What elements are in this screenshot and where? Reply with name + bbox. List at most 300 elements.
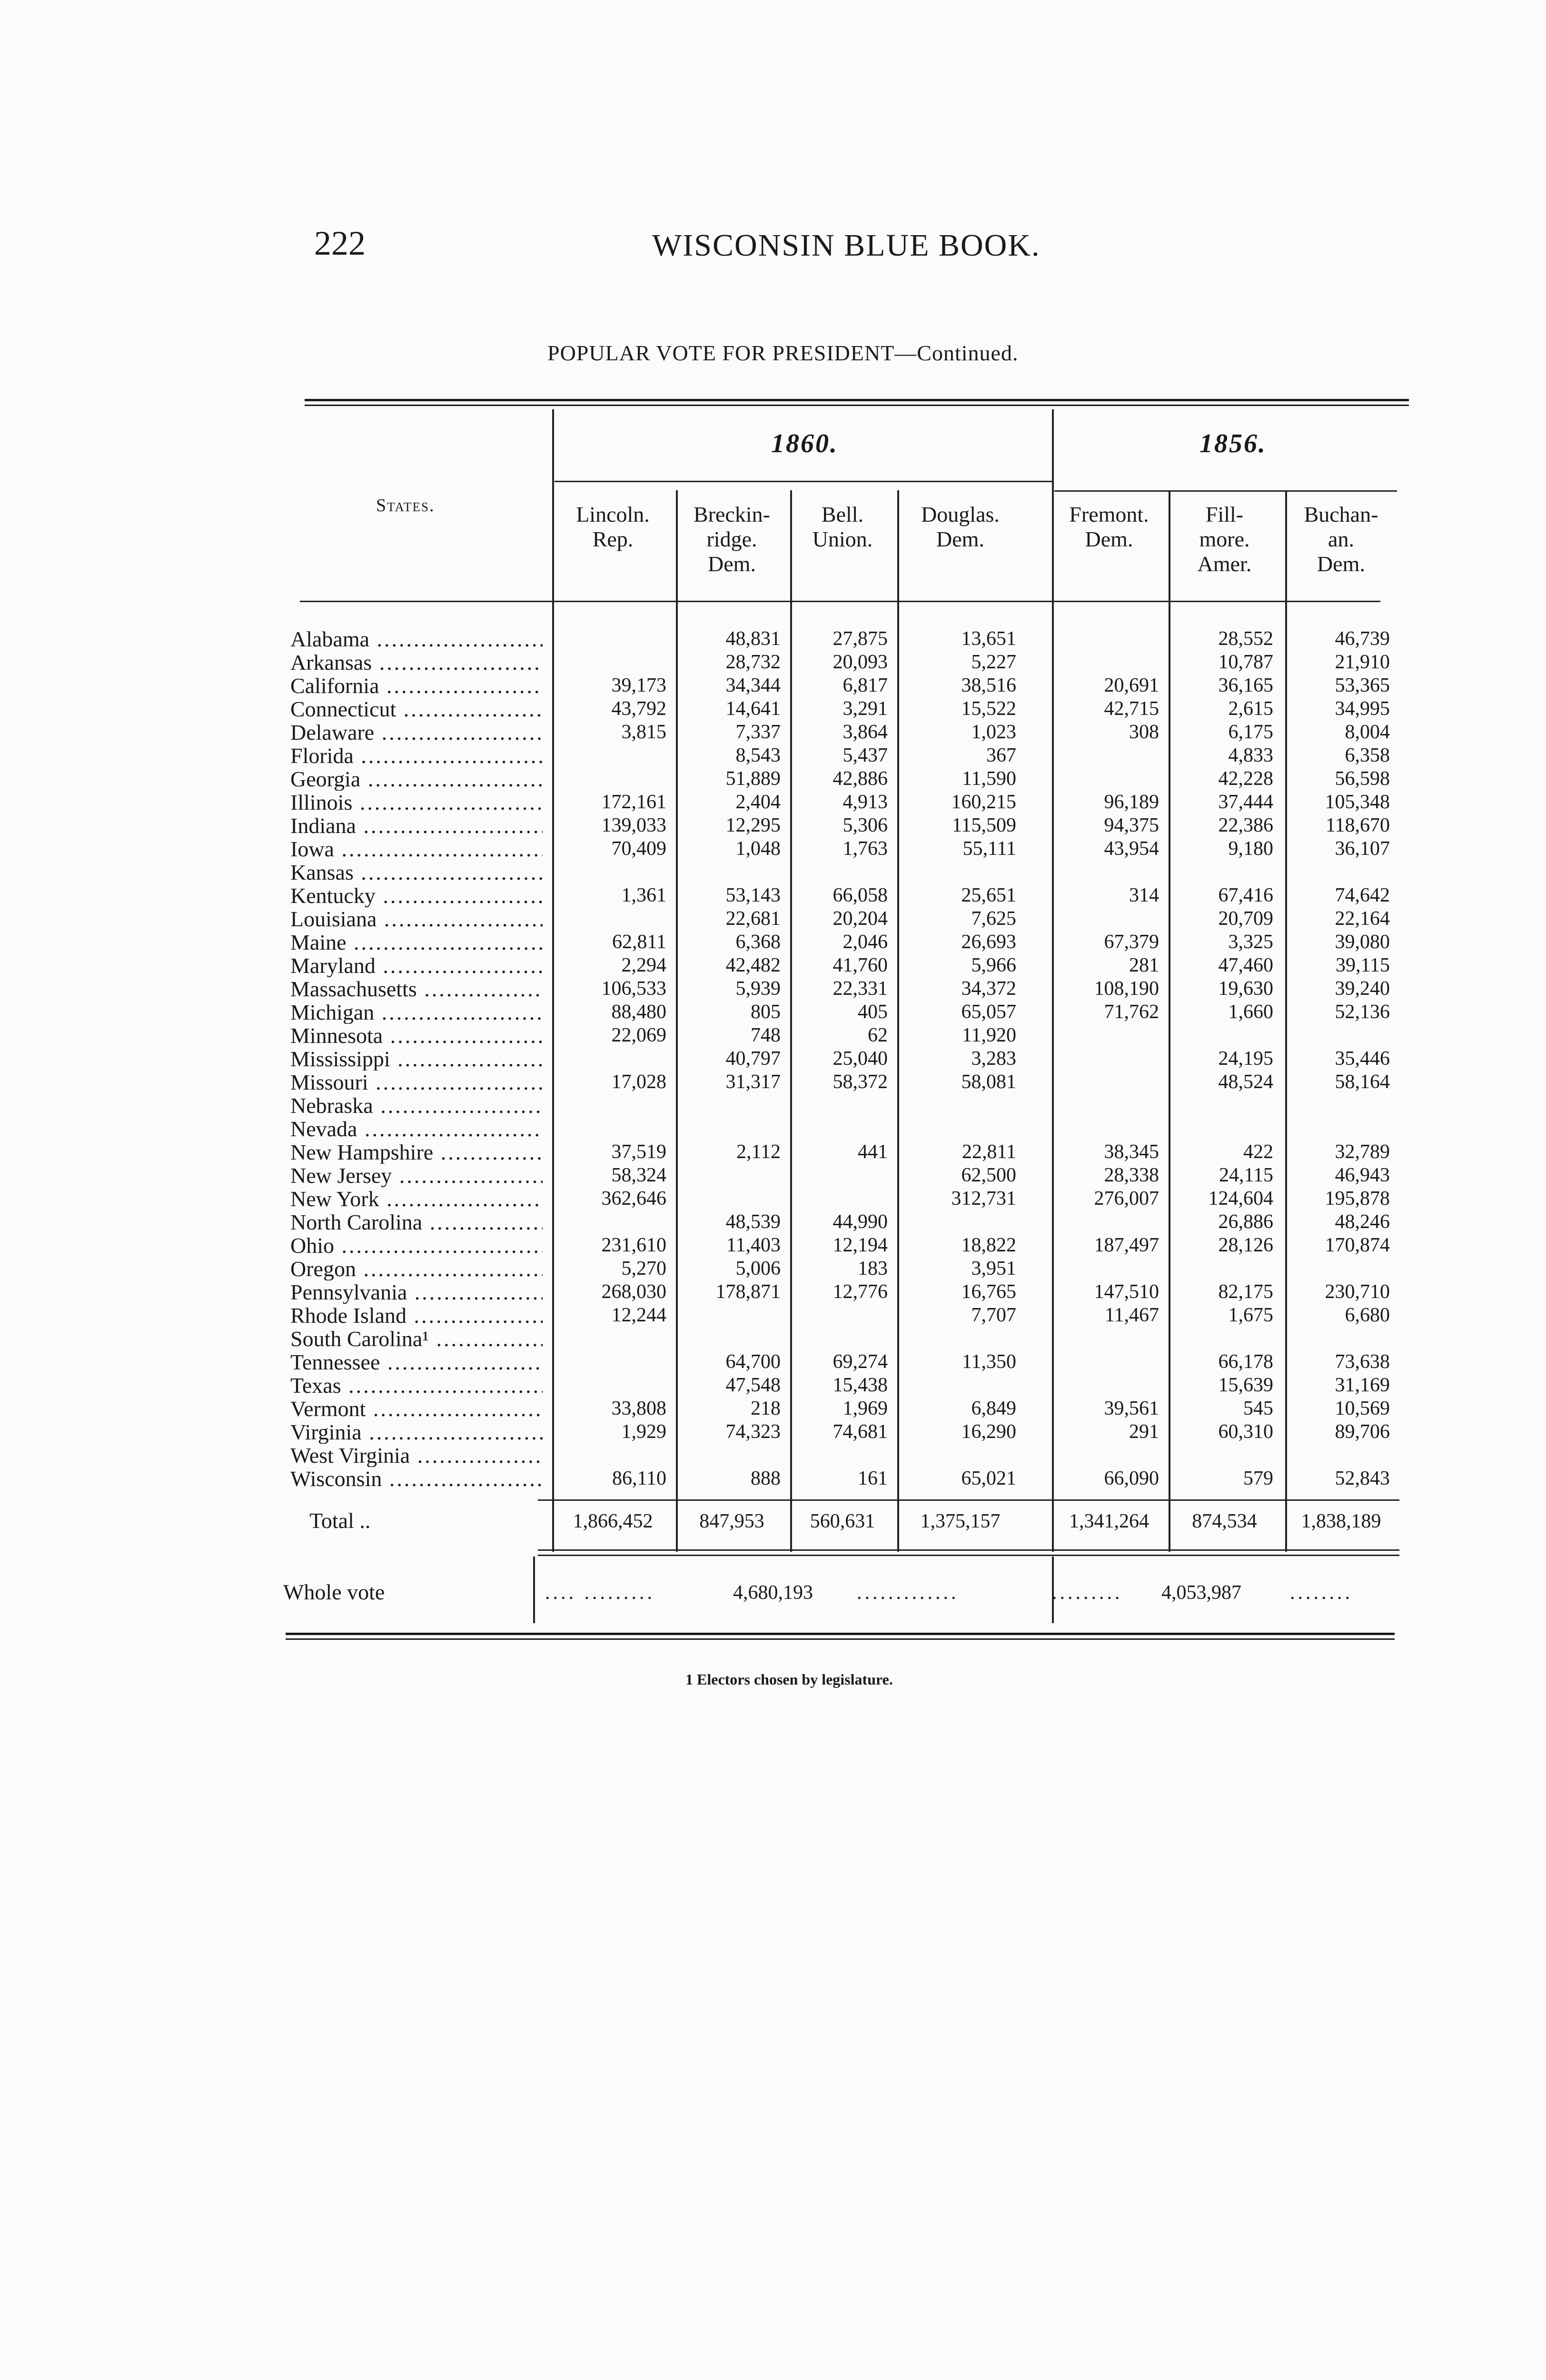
vote-cell: 42,482: [725, 954, 781, 976]
vote-cell: 6,175: [1228, 721, 1273, 743]
whole-vote-leader-4: ........: [1290, 1582, 1353, 1604]
vote-cell: 105,348: [1325, 791, 1390, 813]
vote-cell: 22,164: [1335, 908, 1390, 930]
vote-cell: 38,345: [1104, 1141, 1159, 1163]
table-row: [0, 884, 1546, 907]
state-name: Nevada .....: [290, 1117, 543, 1140]
vote-cell: 2,615: [1228, 698, 1273, 720]
state-name: Texas .....: [290, 1374, 543, 1397]
state-name: Louisiana .....: [290, 907, 543, 931]
divider-under-1860: [555, 481, 1052, 482]
table-row: [0, 1001, 1546, 1024]
vote-cell: 56,598: [1335, 768, 1390, 790]
vote-cell: 441: [858, 1141, 888, 1163]
vote-cell: 66,090: [1104, 1468, 1159, 1489]
table-row: [0, 1047, 1546, 1071]
vote-cell: 36,165: [1218, 674, 1273, 696]
vote-cell: 21,910: [1335, 651, 1390, 673]
table-row: [0, 1187, 1546, 1210]
vote-cell: 52,843: [1335, 1468, 1390, 1489]
vote-cell: 147,510: [1094, 1281, 1159, 1303]
vote-cell: 124,604: [1208, 1188, 1273, 1210]
vote-cell: 47,548: [725, 1374, 781, 1396]
vote-cell: 74,642: [1335, 884, 1390, 906]
vote-cell: 8,004: [1345, 721, 1390, 743]
vote-cell: 178,871: [715, 1281, 781, 1303]
table-title: POPULAR VOTE FOR PRESIDENT—Continued.: [547, 341, 1019, 365]
vote-cell: 11,467: [1105, 1304, 1159, 1326]
state-name: Rhode Island .....: [290, 1304, 543, 1327]
table-row: [0, 1234, 1546, 1257]
vote-cell: 89,706: [1335, 1421, 1390, 1443]
vote-cell: 3,864: [842, 721, 888, 743]
vote-cell: 3,291: [842, 698, 888, 720]
state-name: Ohio .....: [290, 1234, 543, 1257]
vote-cell: 1,361: [621, 884, 666, 906]
vote-cell: 314: [1129, 884, 1159, 906]
vote-cell: 66,178: [1218, 1351, 1273, 1373]
vote-cell: 38,516: [961, 674, 1016, 696]
vote-cell: 60,310: [1218, 1421, 1273, 1443]
vote-cell: 1,929: [621, 1421, 666, 1443]
vote-cell: 22,386: [1218, 814, 1273, 836]
vote-cell: 218: [751, 1398, 781, 1419]
state-name: Michigan .....: [290, 1001, 543, 1024]
whole-vote-leader-1: .... .........: [545, 1582, 655, 1604]
vote-cell: 25,651: [961, 884, 1016, 906]
state-name: Virginia .....: [290, 1420, 543, 1444]
vote-cell: 579: [1243, 1468, 1273, 1489]
vote-cell: 11,920: [962, 1024, 1016, 1046]
vote-cell: 139,033: [601, 814, 666, 836]
vote-cell: 19,630: [1218, 978, 1273, 1000]
state-name: Minnesota .....: [290, 1024, 543, 1047]
vote-cell: 39,240: [1335, 978, 1390, 1000]
vote-cell: 2,046: [842, 931, 888, 953]
total-cell: 1,341,264: [1069, 1510, 1149, 1532]
vote-cell: 67,416: [1218, 884, 1273, 906]
vote-cell: 27,875: [832, 628, 888, 650]
vote-cell: 13,651: [961, 628, 1016, 650]
vote-cell: 43,954: [1104, 838, 1159, 860]
vote-cell: 69,274: [832, 1351, 888, 1373]
table-row: [0, 861, 1546, 884]
vote-cell: 39,561: [1104, 1398, 1159, 1419]
column-header-4: Fremont. Dem.: [1069, 502, 1149, 551]
vote-cell: 16,290: [961, 1421, 1016, 1443]
table-row: [0, 791, 1546, 814]
vote-cell: 12,295: [725, 814, 781, 836]
table-row: [0, 1304, 1546, 1327]
vote-cell: 42,886: [832, 768, 888, 790]
state-name: New York .....: [290, 1187, 543, 1210]
table-row: [0, 1164, 1546, 1187]
table-row: [0, 1420, 1546, 1444]
table-row: [0, 1210, 1546, 1234]
vote-cell: 12,244: [611, 1304, 666, 1326]
vote-cell: 22,331: [832, 978, 888, 1000]
vote-cell: 5,270: [621, 1258, 666, 1279]
vote-cell: 3,815: [621, 721, 666, 743]
vote-cell: 5,227: [971, 651, 1016, 673]
divider-under-1856: [1054, 490, 1397, 492]
vote-cell: 6,358: [1345, 744, 1390, 766]
divider-under-headers: [300, 601, 1380, 602]
vote-cell: 55,111: [962, 838, 1016, 860]
vote-cell: 4,913: [842, 791, 888, 813]
state-name: North Carolina .....: [290, 1210, 543, 1234]
vote-cell: 7,337: [735, 721, 781, 743]
table-row: [0, 954, 1546, 977]
vote-cell: 28,732: [725, 651, 781, 673]
vote-cell: 1,660: [1228, 1001, 1273, 1023]
vote-cell: 58,081: [961, 1071, 1016, 1093]
vote-cell: 48,524: [1218, 1071, 1273, 1093]
column-header-5: Fill- more. Amer.: [1197, 502, 1252, 576]
vote-cell: 108,190: [1094, 978, 1159, 1000]
vote-cell: 1,023: [971, 721, 1016, 743]
vote-cell: 67,379: [1104, 931, 1159, 953]
state-name: New Hampshire .....: [290, 1140, 543, 1164]
vote-cell: 88,480: [611, 1001, 666, 1023]
state-name: Wisconsin .....: [290, 1467, 543, 1490]
footnote: 1 Electors chosen by legislature.: [685, 1671, 893, 1688]
whole-vote-leader-2: .............: [857, 1582, 959, 1604]
table-row: [0, 1350, 1546, 1374]
vote-cell: 44,990: [832, 1211, 888, 1233]
vote-cell: 22,811: [962, 1141, 1016, 1163]
vote-cell: 20,204: [832, 908, 888, 930]
vote-cell: 62,500: [961, 1164, 1016, 1186]
state-name: Maryland .....: [290, 954, 543, 977]
table-row: [0, 627, 1546, 651]
vote-cell: 34,344: [725, 674, 781, 696]
total-rule-bottom-2: [538, 1555, 1399, 1556]
vote-cell: 32,789: [1335, 1141, 1390, 1163]
table-row: [0, 1140, 1546, 1164]
vote-cell: 161: [858, 1468, 888, 1489]
state-name: Indiana .....: [290, 814, 543, 837]
vote-cell: 20,093: [832, 651, 888, 673]
table-row: [0, 1444, 1546, 1467]
vote-cell: 64,700: [725, 1351, 781, 1373]
vote-cell: 7,707: [971, 1304, 1016, 1326]
vote-cell: 1,048: [735, 838, 781, 860]
whole-vote-divider: [533, 1557, 535, 1623]
vote-cell: 86,110: [612, 1468, 666, 1489]
vote-cell: 6,368: [735, 931, 781, 953]
state-name: Illinois .....: [290, 791, 543, 814]
vote-cell: 195,878: [1325, 1188, 1390, 1210]
vote-cell: 28,552: [1218, 628, 1273, 650]
vote-cell: 15,639: [1218, 1374, 1273, 1396]
column-header-0: Lincoln. Rep.: [576, 502, 650, 551]
vote-cell: 17,028: [611, 1071, 666, 1093]
state-name: Florida .....: [290, 744, 543, 767]
state-name: Iowa .....: [290, 837, 543, 861]
table-row: [0, 721, 1546, 744]
vote-cell: 39,173: [611, 674, 666, 696]
vote-cell: 888: [751, 1468, 781, 1489]
vote-cell: 22,681: [725, 908, 781, 930]
vote-cell: 160,215: [951, 791, 1016, 813]
state-name: California .....: [290, 674, 543, 697]
table-row: [0, 651, 1546, 674]
state-name: South Carolina¹ .....: [290, 1327, 543, 1350]
whole-vote-1856: 4,053,987: [1161, 1582, 1241, 1604]
total-rule-top: [538, 1499, 1399, 1501]
top-rule-2: [305, 405, 1409, 406]
vote-cell: 39,115: [1336, 954, 1390, 976]
page-number: 222: [314, 224, 366, 262]
vote-cell: 1,763: [842, 838, 888, 860]
vote-cell: 43,792: [611, 698, 666, 720]
vote-cell: 42,715: [1104, 698, 1159, 720]
vote-cell: 367: [986, 744, 1016, 766]
table-row: [0, 1117, 1546, 1140]
vote-cell: 34,372: [961, 978, 1016, 1000]
vote-cell: 11,590: [962, 768, 1016, 790]
vote-cell: 362,646: [601, 1188, 666, 1210]
vote-cell: 6,680: [1345, 1304, 1390, 1326]
top-rule: [305, 399, 1409, 401]
state-name: New Jersey .....: [290, 1164, 543, 1187]
total-rule-bottom: [538, 1549, 1399, 1551]
vote-cell: 4,833: [1228, 744, 1273, 766]
vote-cell: 172,161: [601, 791, 666, 813]
vote-cell: 5,437: [842, 744, 888, 766]
vote-cell: 1,969: [842, 1398, 888, 1419]
table-row: [0, 767, 1546, 791]
vote-cell: 24,195: [1218, 1048, 1273, 1070]
state-name: Delaware .....: [290, 721, 543, 744]
state-name: Tennessee .....: [290, 1350, 543, 1374]
vote-cell: 5,306: [842, 814, 888, 836]
vote-cell: 20,709: [1218, 908, 1273, 930]
total-cell: 874,534: [1192, 1510, 1257, 1532]
vote-cell: 308: [1129, 721, 1159, 743]
vote-cell: 65,021: [961, 1468, 1016, 1489]
bottom-rule: [286, 1633, 1395, 1635]
column-header-2: Bell. Union.: [812, 502, 873, 551]
state-name: Kansas .....: [290, 861, 543, 884]
vote-cell: 58,164: [1335, 1071, 1390, 1093]
column-header-1: Breckin- ridge. Dem.: [694, 502, 770, 576]
vote-cell: 3,283: [971, 1048, 1016, 1070]
vote-cell: 231,610: [601, 1234, 666, 1256]
vote-cell: 11,350: [962, 1351, 1016, 1373]
whole-vote-label: Whole vote: [283, 1580, 385, 1604]
vote-cell: 15,522: [961, 698, 1016, 720]
vote-cell: 37,519: [611, 1141, 666, 1163]
vote-cell: 62,811: [612, 931, 666, 953]
vote-cell: 545: [1243, 1398, 1273, 1419]
vote-cell: 2,294: [621, 954, 666, 976]
vote-cell: 20,691: [1104, 674, 1159, 696]
vote-cell: 31,317: [725, 1071, 781, 1093]
vote-cell: 42,228: [1218, 768, 1273, 790]
state-name: Massachusetts .....: [290, 977, 543, 1001]
table-row: [0, 1467, 1546, 1490]
vote-cell: 94,375: [1104, 814, 1159, 836]
vote-cell: 26,886: [1218, 1211, 1273, 1233]
vote-cell: 11,403: [726, 1234, 781, 1256]
vote-cell: 14,641: [725, 698, 781, 720]
vote-cell: 28,126: [1218, 1234, 1273, 1256]
vote-cell: 48,539: [725, 1211, 781, 1233]
running-header: WISCONSIN BLUE BOOK.: [652, 228, 1041, 263]
table-row: [0, 1024, 1546, 1047]
vote-cell: 58,324: [611, 1164, 666, 1186]
vote-cell: 18,822: [961, 1234, 1016, 1256]
table-row: [0, 907, 1546, 931]
table-row: [0, 1374, 1546, 1397]
state-name: West Virginia .....: [290, 1444, 543, 1467]
vote-cell: 106,533: [601, 978, 666, 1000]
total-cell: 1,375,157: [920, 1510, 1001, 1532]
vote-cell: 96,189: [1104, 791, 1159, 813]
vote-cell: 15,438: [832, 1374, 888, 1396]
column-header-3: Douglas. Dem.: [921, 502, 1000, 551]
vote-cell: 8,543: [735, 744, 781, 766]
vote-cell: 25,040: [832, 1048, 888, 1070]
column-header-6: Buchan- an. Dem.: [1304, 502, 1378, 576]
vote-cell: 74,681: [832, 1421, 888, 1443]
vote-cell: 47,460: [1218, 954, 1273, 976]
bottom-rule-2: [286, 1638, 1395, 1640]
vote-cell: 73,638: [1335, 1351, 1390, 1373]
vote-cell: 52,136: [1335, 1001, 1390, 1023]
year-1860-heading: 1860.: [771, 429, 838, 458]
vote-cell: 74,323: [725, 1421, 781, 1443]
vote-cell: 115,509: [952, 814, 1016, 836]
table-row: [0, 1327, 1546, 1350]
total-cell: 1,838,189: [1301, 1510, 1381, 1532]
vote-cell: 312,731: [951, 1188, 1016, 1210]
vote-cell: 51,889: [725, 768, 781, 790]
state-name: Alabama .....: [290, 627, 543, 651]
vote-cell: 62: [868, 1024, 888, 1046]
vote-cell: 33,808: [611, 1398, 666, 1419]
state-name: Mississippi .....: [290, 1047, 543, 1071]
vote-cell: 9,180: [1228, 838, 1273, 860]
vote-cell: 16,765: [961, 1281, 1016, 1303]
vote-cell: 230,710: [1325, 1281, 1390, 1303]
vote-cell: 10,787: [1218, 651, 1273, 673]
vote-cell: 6,817: [842, 674, 888, 696]
state-name: Georgia .....: [290, 767, 543, 791]
table-row: [0, 1280, 1546, 1304]
vote-cell: 40,797: [725, 1048, 781, 1070]
vote-cell: 3,951: [971, 1258, 1016, 1279]
table-row: [0, 1397, 1546, 1420]
vote-cell: 5,939: [735, 978, 781, 1000]
vote-cell: 183: [858, 1258, 888, 1279]
vote-cell: 28,338: [1104, 1164, 1159, 1186]
total-cell: 560,631: [810, 1510, 875, 1532]
vote-cell: 748: [751, 1024, 781, 1046]
vote-cell: 22,069: [611, 1024, 666, 1046]
vote-cell: 268,030: [601, 1281, 666, 1303]
vote-cell: 281: [1129, 954, 1159, 976]
vote-cell: 422: [1243, 1141, 1273, 1163]
vote-cell: 82,175: [1218, 1281, 1273, 1303]
vote-cell: 36,107: [1335, 838, 1390, 860]
vote-cell: 48,831: [725, 628, 781, 650]
table-row: [0, 1094, 1546, 1117]
table-row: [0, 744, 1546, 767]
state-name: Missouri .....: [290, 1071, 543, 1094]
state-name: Arkansas .....: [290, 651, 543, 674]
year-1856-heading: 1856.: [1199, 429, 1267, 458]
table-row: [0, 697, 1546, 721]
vote-cell: 805: [751, 1001, 781, 1023]
total-label: Total ..: [309, 1508, 371, 1533]
vote-cell: 35,446: [1335, 1048, 1390, 1070]
vote-cell: 53,143: [725, 884, 781, 906]
vote-cell: 5,966: [971, 954, 1016, 976]
table-row: [0, 674, 1546, 697]
vote-cell: 34,995: [1335, 698, 1390, 720]
vote-cell: 37,444: [1218, 791, 1273, 813]
vote-cell: 187,497: [1094, 1234, 1159, 1256]
vote-cell: 2,404: [735, 791, 781, 813]
vote-cell: 291: [1129, 1421, 1159, 1443]
state-name: Kentucky .....: [290, 884, 543, 907]
total-cell: 1,866,452: [573, 1510, 653, 1532]
vote-cell: 41,760: [832, 954, 888, 976]
vote-cell: 5,006: [735, 1258, 781, 1279]
vote-cell: 46,739: [1335, 628, 1390, 650]
vote-cell: 3,325: [1228, 931, 1273, 953]
vote-cell: 58,372: [832, 1071, 888, 1093]
vote-cell: 66,058: [832, 884, 888, 906]
state-name: Maine .....: [290, 931, 543, 954]
vote-cell: 6,849: [971, 1398, 1016, 1419]
table-row: [0, 931, 1546, 954]
table-row: [0, 837, 1546, 861]
table-row: [0, 1257, 1546, 1280]
vote-cell: 48,246: [1335, 1211, 1390, 1233]
vote-cell: 1,675: [1228, 1304, 1273, 1326]
vote-cell: 118,670: [1326, 814, 1390, 836]
vote-cell: 53,365: [1335, 674, 1390, 696]
vote-cell: 24,115: [1219, 1164, 1273, 1186]
vote-cell: 71,762: [1104, 1001, 1159, 1023]
vote-cell: 10,569: [1335, 1398, 1390, 1419]
vote-cell: 65,057: [961, 1001, 1016, 1023]
state-name: Nebraska .....: [290, 1094, 543, 1117]
table-row: [0, 977, 1546, 1001]
state-name: Vermont .....: [290, 1397, 543, 1420]
vote-cell: 276,007: [1094, 1188, 1159, 1210]
table-row: [0, 1071, 1546, 1094]
vote-cell: 170,874: [1325, 1234, 1390, 1256]
vote-cell: 12,194: [832, 1234, 888, 1256]
whole-vote-1860: 4,680,193: [733, 1582, 813, 1604]
total-cell: 847,953: [699, 1510, 764, 1532]
state-name: Connecticut .....: [290, 697, 543, 721]
vote-cell: 70,409: [611, 838, 666, 860]
state-name: Oregon .....: [290, 1257, 543, 1280]
state-name: Pennsylvania .....: [290, 1280, 543, 1304]
vote-cell: 7,625: [971, 908, 1016, 930]
vote-cell: 12,776: [832, 1281, 888, 1303]
whole-vote-leader-3: .........: [1052, 1582, 1123, 1604]
table-row: [0, 814, 1546, 837]
vote-cell: 405: [858, 1001, 888, 1023]
vote-cell: 46,943: [1335, 1164, 1390, 1186]
